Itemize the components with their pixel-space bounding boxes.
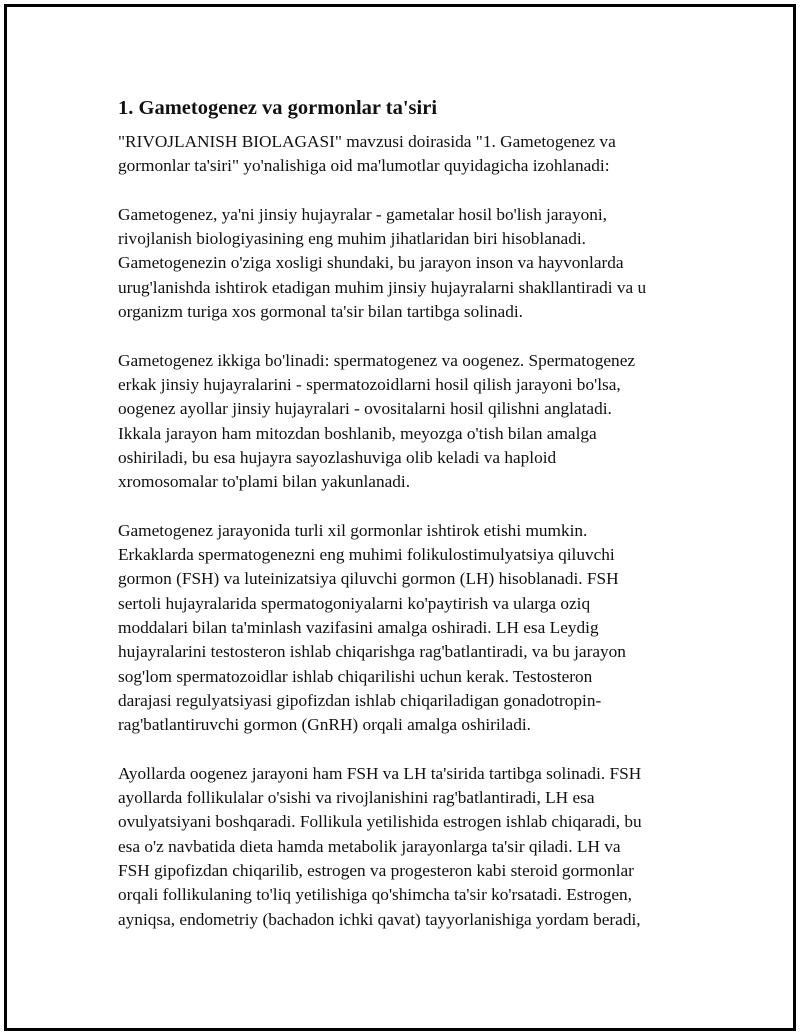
text-line: Gametogenez jarayonida turli xil gormonlar ishtirok etishi mumkin.: [118, 520, 588, 540]
text-line: rivojlanish biologiyasining eng muhim jihatlaridan biri hisoblanadi.: [118, 229, 586, 249]
text-line: Ikkala jarayon ham mitozdan boshlanib, meyozga o'tish bilan amalga: [118, 423, 597, 443]
text-line: Gametogenez ikkiga bo'linadi: spermatogenez va oogenez. Spermatogenez: [118, 350, 636, 370]
paragraph-male-hormones: [118, 519, 698, 738]
text-line: ovulyatsiyani boshqaradi. Follikula yetilishida estrogen ishlab chiqaradi, bu: [118, 812, 642, 832]
text-line: urug'lanishda ishtirok etadigan muhim jinsiy hujayralarni shakllantiradi va u: [118, 277, 647, 297]
text-line: sog'lom spermatozoidlar ishlab chiqarilishi uchun kerak. Testosteron: [118, 666, 593, 686]
text-line: ayollarda follikulalar o'sishi va rivojlanishini rag'batlantiradi, LH esa: [118, 788, 595, 808]
text-line: gormonlar ta'siri" yo'nalishiga oid ma'lumotlar quyidagicha izohlanadi:: [118, 156, 610, 176]
text-line: Gametogenez, ya'ni jinsiy hujayralar - gametalar hosil bo'lish jarayoni,: [118, 204, 607, 224]
paragraph-gametogenesis: [118, 203, 698, 324]
paragraph-female-hormones: [118, 762, 698, 932]
text-line: FSH gipofizdan chiqarilib, estrogen va progesteron kabi steroid gormonlar: [118, 860, 634, 880]
text-line: "RIVOJLANISH BIOLAGASI" mavzusi doirasida "1. Gametogenez va: [118, 132, 616, 151]
document-body: [118, 94, 698, 956]
text-line: Gametogenezin o'ziga xosligi shundaki, bu jarayon inson va hayvonlarda: [118, 253, 624, 273]
text-line: sertoli hujayralarida spermatogoniyalarni ko'paytirish va ularga oziq: [118, 593, 591, 613]
text-line: moddalari bilan ta'minlash vazifasini amalga oshiradi. LH esa Leydig: [118, 617, 599, 637]
text-line: rag'batlantiruvchi gormon (GnRH) orqali amalga oshiriladi.: [118, 715, 531, 735]
text-line: xromosomalar to'plami bilan yakunlanadi.: [118, 472, 411, 492]
text-line: hujayralarini testosteron ishlab chiqarishga rag'batlantiradi, va bu jarayon: [118, 642, 626, 662]
text-line: orqali follikulaning to'liq yetilishiga qo'shimcha ta'sir ko'rsatadi. Estrogen,: [118, 885, 632, 905]
text-line: gormon (FSH) va luteinizatsiya qiluvchi gormon (LH) hisoblanadi. FSH: [118, 569, 619, 589]
paragraph-intro: [118, 130, 698, 179]
text-line: Erkaklarda spermatogenezni eng muhimi folikulostimulyatsiya qiluvchi: [118, 545, 615, 565]
text-line: esa o'z navbatida dieta hamda metabolik jarayonlarga ta'sir qiladi. LH va: [118, 836, 621, 856]
text-line: erkak jinsiy hujayralarini - spermatozoidlarni hosil qilish jarayoni bo'lsa,: [118, 374, 621, 394]
text-line: darajasi regulyatsiyasi gipofizdan ishlab chiqariladigan gonadotropin-: [118, 690, 602, 710]
text-line: ayniqsa, endometriy (bachadon ichki qavat) tayyorlanishiga yordam beradi,: [118, 909, 641, 929]
document-title: 1. Gametogenez va gormonlar ta'siri: [118, 97, 438, 119]
text-line: oogenez ayollar jinsiy hujayralari - ovositalarni hosil qilishni anglatadi.: [118, 399, 612, 419]
text-line: Ayollarda oogenez jarayoni ham FSH va LH ta'sirida tartibga solinadi. FSH: [118, 763, 642, 783]
paragraph-types: [118, 349, 698, 495]
text-line: organizm turiga xos gormonal ta'sir bilan tartibga solinadi.: [118, 302, 523, 322]
text-line: oshiriladi, bu esa hujayra sayozlashuviga olib keladi va haploid: [118, 447, 557, 467]
